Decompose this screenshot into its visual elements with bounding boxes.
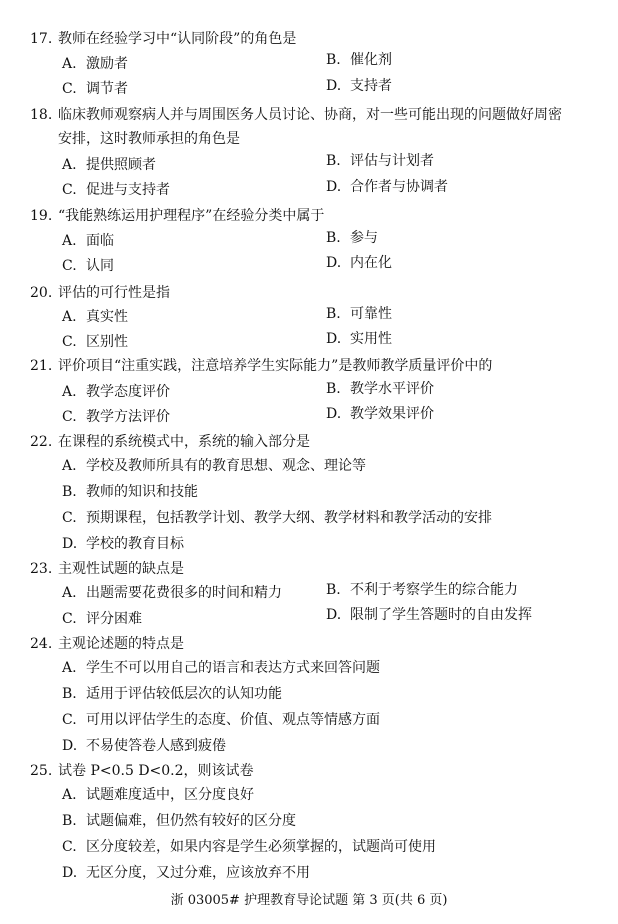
- option-c: [62, 610, 142, 628]
- option-b: [326, 305, 392, 323]
- question-number: 19.: [30, 208, 53, 224]
- option-text: 出题需要花费很多的时间和精力: [86, 585, 282, 601]
- question-25: [30, 762, 254, 780]
- question-stem: 试卷 P<0.5 D<0.2，则该试卷: [58, 763, 254, 779]
- option-text: 学校的教育目标: [86, 536, 184, 552]
- question-stem: 评价项目“注重实践，注意培养学生实际能力”是教师教学质量评价中的: [58, 358, 493, 374]
- option-label: C.: [62, 81, 77, 97]
- option-label: D.: [326, 78, 342, 94]
- option-label: B.: [62, 686, 77, 702]
- option-text: 内在化: [350, 255, 392, 271]
- option-text: 试题难度适中，区分度良好: [86, 787, 254, 803]
- option-label: C.: [62, 712, 77, 728]
- option-text: 调节者: [86, 81, 128, 97]
- question-stem: 主观性试题的缺点是: [58, 561, 184, 577]
- option-a: [62, 457, 366, 475]
- option-label: C.: [62, 839, 77, 855]
- option-d: [326, 330, 392, 348]
- option-b: [326, 581, 518, 599]
- question-stem: 主观论述题的特点是: [58, 636, 184, 652]
- option-text: 学生不可以用自己的语言和表达方式来回答问题: [86, 660, 380, 676]
- option-a: [62, 584, 282, 602]
- question-17: [30, 30, 296, 48]
- question-number: 21.: [30, 358, 53, 374]
- option-text: 教学态度评价: [86, 384, 170, 400]
- option-a: [62, 156, 156, 174]
- option-d: [326, 405, 434, 423]
- option-text: 预期课程，包括教学计划、教学大纲、教学材料和教学活动的安排: [86, 510, 492, 526]
- option-text: 实用性: [350, 331, 392, 347]
- option-d: [62, 535, 184, 553]
- option-label: A.: [62, 233, 77, 249]
- question-stem: 在课程的系统模式中，系统的输入部分是: [58, 434, 310, 450]
- option-text: 提供照顾者: [86, 157, 156, 173]
- question-19: [30, 207, 324, 225]
- option-text: 教师的知识和技能: [86, 484, 198, 500]
- option-c: [62, 509, 492, 527]
- option-label: B.: [326, 306, 341, 322]
- option-label: A.: [62, 458, 77, 474]
- option-text: 无区分度，又过分难，应该放弃不用: [86, 865, 310, 881]
- option-a: [62, 55, 128, 73]
- option-label: C.: [62, 258, 77, 274]
- option-b: [62, 483, 198, 501]
- option-label: B.: [62, 813, 77, 829]
- option-a: [62, 308, 128, 326]
- question-18: [30, 106, 562, 124]
- question-number: 23.: [30, 561, 53, 577]
- option-label: A.: [62, 660, 77, 676]
- question-stem: 教师在经验学习中“认同阶段”的角色是: [58, 31, 297, 47]
- option-text: 促进与支持者: [86, 182, 170, 198]
- option-text: 可用以评估学生的态度、价值、观点等情感方面: [86, 712, 380, 728]
- option-c: [62, 838, 436, 856]
- option-c: [62, 711, 380, 729]
- option-label: D.: [326, 179, 342, 195]
- option-label: B.: [326, 230, 341, 246]
- option-text: 参与: [350, 230, 378, 246]
- option-text: 教学效果评价: [350, 406, 434, 422]
- option-label: A.: [62, 56, 77, 72]
- option-text: 激励者: [86, 56, 128, 72]
- question-stem-continued: 安排，这时教师承担的角色是: [58, 131, 240, 147]
- option-label: D.: [326, 331, 342, 347]
- option-text: 限制了学生答题时的自由发挥: [350, 607, 532, 623]
- option-text: 支持者: [350, 78, 392, 94]
- question-number: 25.: [30, 763, 53, 779]
- option-text: 评估与计划者: [350, 153, 434, 169]
- option-label: D.: [62, 865, 78, 881]
- option-c: [62, 181, 170, 199]
- option-text: 真实性: [86, 309, 128, 325]
- option-b: [326, 229, 378, 247]
- question-number: 24.: [30, 636, 53, 652]
- question-number: 20.: [30, 285, 53, 301]
- option-b: [326, 51, 392, 69]
- option-text: 面临: [86, 233, 114, 249]
- option-d: [62, 737, 226, 755]
- option-text: 教学方法评价: [86, 409, 170, 425]
- option-text: 认同: [86, 258, 114, 274]
- option-label: B.: [62, 484, 77, 500]
- option-label: D.: [326, 255, 342, 271]
- question-number: 18.: [30, 107, 53, 123]
- option-label: C.: [62, 334, 77, 350]
- option-label: B.: [326, 381, 341, 397]
- option-c: [62, 408, 170, 426]
- option-text: 不易使答卷人感到疲倦: [86, 738, 226, 754]
- option-d: [326, 254, 392, 272]
- option-text: 试题偏难，但仍然有较好的区分度: [86, 813, 296, 829]
- option-label: C.: [62, 510, 77, 526]
- option-text: 适用于评估较低层次的认知功能: [86, 686, 282, 702]
- option-label: B.: [326, 52, 341, 68]
- option-label: D.: [326, 406, 342, 422]
- option-c: [62, 257, 114, 275]
- option-b: [62, 685, 282, 703]
- option-text: 不利于考察学生的综合能力: [350, 582, 518, 598]
- option-text: 教学水平评价: [350, 381, 434, 397]
- option-a: [62, 383, 170, 401]
- option-d: [326, 77, 392, 95]
- option-label: C.: [62, 409, 77, 425]
- question-23: [30, 560, 184, 578]
- page-footer: 浙 03005# 护理教育导论试题 第 3 页(共 6 页): [170, 893, 448, 908]
- option-label: A.: [62, 309, 77, 325]
- option-label: A.: [62, 787, 77, 803]
- option-label: C.: [62, 182, 77, 198]
- option-d: [62, 864, 310, 882]
- option-a: [62, 786, 254, 804]
- question-number: 22.: [30, 434, 53, 450]
- question-stem: “我能熟练运用护理程序”在经验分类中属于: [58, 208, 325, 224]
- option-a: [62, 232, 114, 250]
- question-stem: 评估的可行性是指: [58, 285, 170, 301]
- option-text: 可靠性: [350, 306, 392, 322]
- option-label: C.: [62, 611, 77, 627]
- option-label: A.: [62, 384, 77, 400]
- option-label: D.: [62, 738, 78, 754]
- option-label: B.: [326, 582, 341, 598]
- option-b: [62, 812, 296, 830]
- question-number: 17.: [30, 31, 53, 47]
- option-text: 学校及教师所具有的教育思想、观念、理论等: [86, 458, 366, 474]
- option-c: [62, 333, 128, 351]
- option-text: 区分度较差，如果内容是学生必须掌握的，试题尚可使用: [86, 839, 436, 855]
- option-label: A.: [62, 157, 77, 173]
- option-a: [62, 659, 380, 677]
- option-label: D.: [62, 536, 78, 552]
- question-22: [30, 433, 310, 451]
- question-stem: 临床教师观察病人并与周围医务人员讨论、协商，对一些可能出现的问题做好周密: [58, 107, 562, 123]
- option-b: [326, 152, 434, 170]
- option-b: [326, 380, 434, 398]
- option-text: 评分困难: [86, 611, 142, 627]
- option-text: 区别性: [86, 334, 128, 350]
- option-d: [326, 178, 448, 196]
- option-text: 合作者与协调者: [350, 179, 448, 195]
- question-24: [30, 635, 184, 653]
- option-d: [326, 606, 532, 624]
- option-label: B.: [326, 153, 341, 169]
- option-c: [62, 80, 128, 98]
- option-text: 催化剂: [350, 52, 392, 68]
- option-label: D.: [326, 607, 342, 623]
- question-20: [30, 284, 170, 302]
- question-21: [30, 357, 492, 375]
- option-label: A.: [62, 585, 77, 601]
